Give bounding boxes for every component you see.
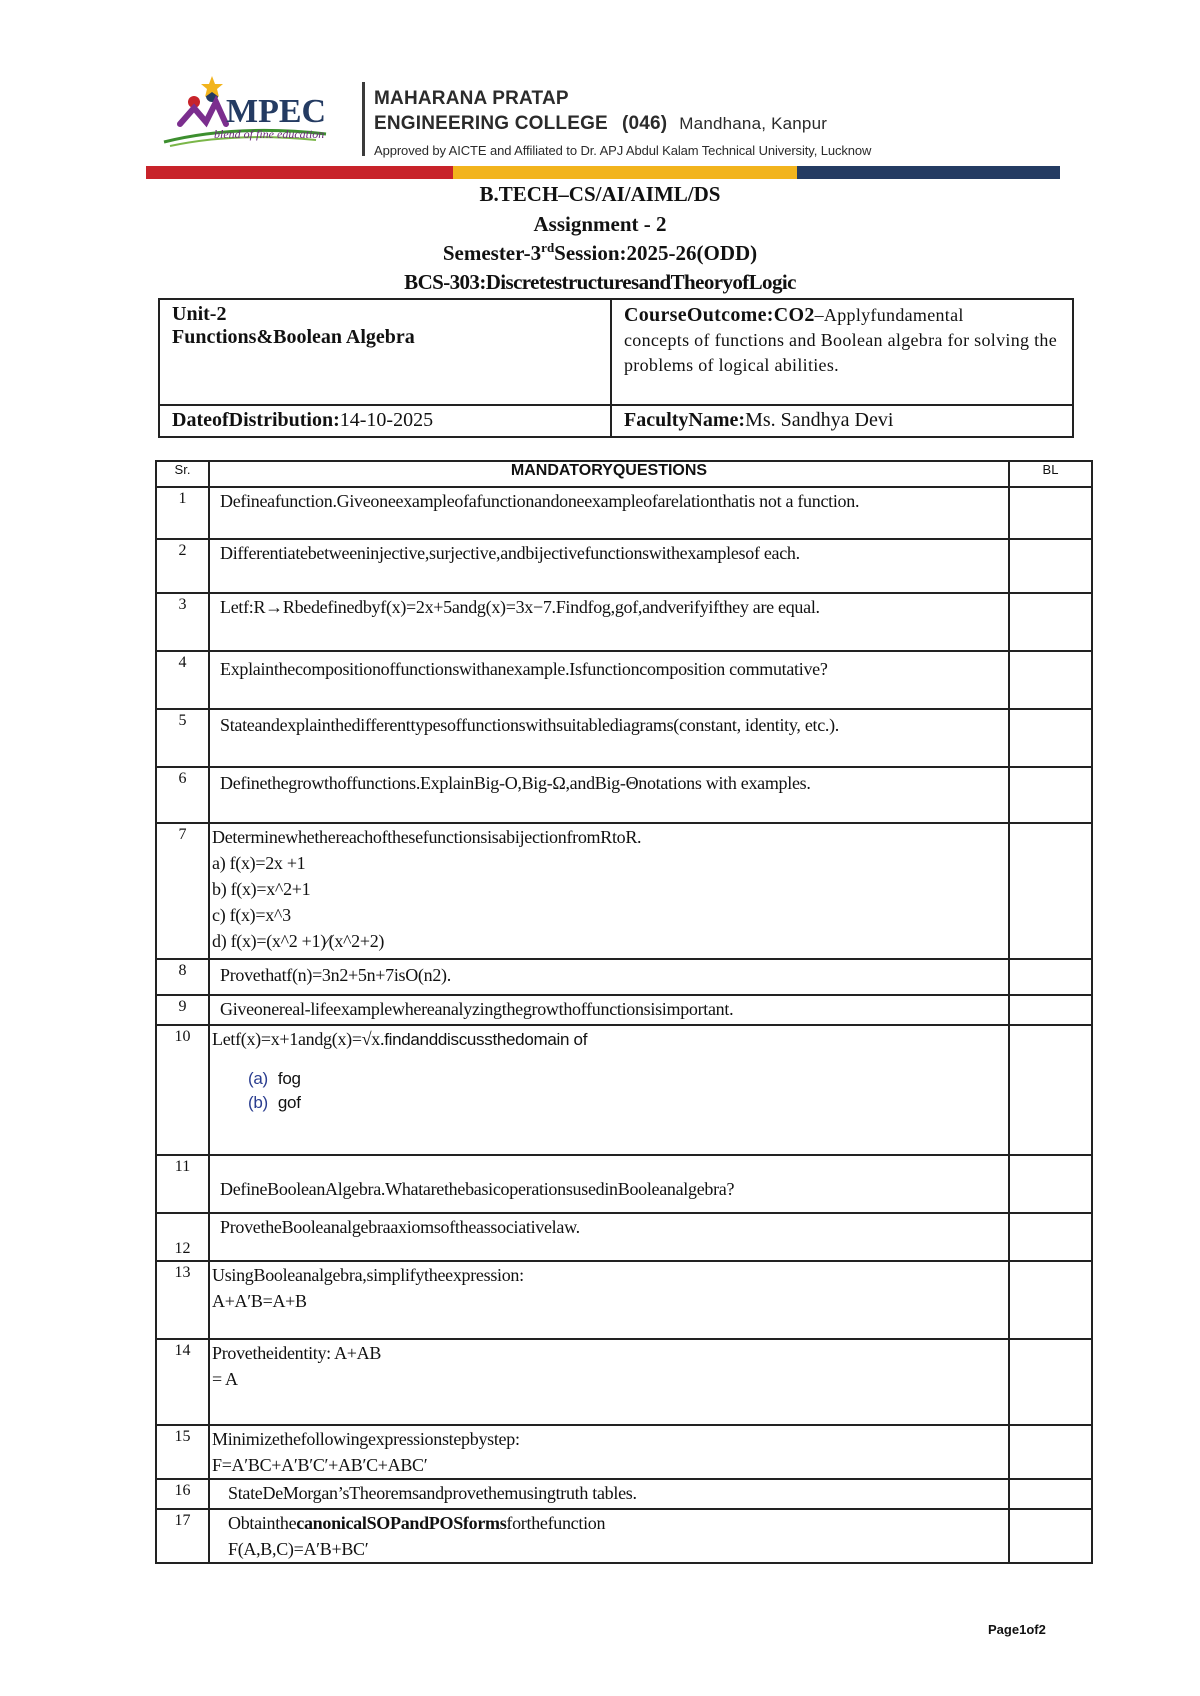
question-subpart: = A xyxy=(212,1369,238,1389)
table-row xyxy=(156,823,1092,959)
question-number: 16 xyxy=(156,1479,209,1509)
color-bar-navy xyxy=(797,166,1060,179)
college-code: (046) xyxy=(621,113,668,134)
course-outcome-line1: –Applyfundamental xyxy=(814,305,964,325)
unit-label: Unit-2 xyxy=(172,303,227,325)
bl-cell xyxy=(1009,593,1092,651)
question-cell xyxy=(209,1025,1009,1155)
table-row xyxy=(156,1479,1092,1509)
bl-cell xyxy=(1009,539,1092,593)
table-row xyxy=(156,593,1092,651)
question-option xyxy=(248,1091,1004,1115)
table-row xyxy=(156,651,1092,709)
question-text: Defineafunction.Giveoneexampleofafunctionandoneexampleofarelationthatis not a function. xyxy=(209,487,1009,539)
col-bl-header: BL xyxy=(1009,461,1092,487)
bl-cell xyxy=(1009,1479,1092,1509)
color-bar-red xyxy=(146,166,453,179)
course-outcome-text: concepts of functions and Boolean algebra for solving the problems of logical abilities. xyxy=(624,330,1057,375)
assignment-title: Assignment - 2 xyxy=(533,212,667,236)
table-row xyxy=(156,709,1092,767)
question-subpart: F=A′BC+A′B′C′+AB′C+ABC′ xyxy=(212,1455,428,1475)
header-separator xyxy=(362,82,365,156)
course-outcome-cell xyxy=(611,299,1073,405)
option-text: gof xyxy=(277,1093,301,1112)
table-row xyxy=(156,1025,1092,1155)
table-row xyxy=(156,487,1092,539)
course-outcome-label: CourseOutcome:CO2 xyxy=(624,304,815,326)
question-subpart: d) f(x)=(x^2 +1)⁄(x^2+2) xyxy=(212,931,385,951)
question-number: 3 xyxy=(156,593,209,651)
option-text: fog xyxy=(277,1069,301,1088)
question-cell xyxy=(209,823,1009,959)
page-word: Page xyxy=(988,1622,1020,1637)
question-text: UsingBooleanalgebra,simplifytheexpression: xyxy=(212,1265,524,1285)
question-number: 4 xyxy=(156,651,209,709)
faculty-cell xyxy=(611,405,1073,437)
bl-cell xyxy=(1009,1509,1092,1563)
question-number: 9 xyxy=(156,995,209,1025)
bl-cell xyxy=(1009,959,1092,995)
semester-sup: rd xyxy=(541,240,555,255)
table-row xyxy=(156,1213,1092,1261)
col-questions-header: MANDATORYQUESTIONS xyxy=(209,461,1009,487)
course-info-table xyxy=(158,298,1074,438)
question-number: 14 xyxy=(156,1339,209,1425)
page-number xyxy=(988,1622,1046,1637)
logo-tagline: blend of fine education xyxy=(214,127,325,141)
bl-cell xyxy=(1009,1025,1092,1155)
college-name-line1: MAHARANA PRATAP xyxy=(374,88,569,109)
question-cell xyxy=(209,1339,1009,1425)
question-text: Minimizethefollowingexpressionstepbystep: xyxy=(212,1429,520,1449)
table-row xyxy=(156,1261,1092,1339)
bl-cell xyxy=(1009,651,1092,709)
date-value: 14-10-2025 xyxy=(339,409,434,431)
question-text: Definethegrowthoffunctions.ExplainBig-O,Big-Ω,andBig-Θnotations with examples. xyxy=(209,767,1009,823)
unit-title: Functions&Boolean Algebra xyxy=(172,326,415,348)
question-text: Stateandexplainthedifferenttypesoffunctionswithsuitablediagrams(constant, identity, etc.). xyxy=(209,709,1009,767)
question-text: Letf(x)=x+1andg(x)=√x. xyxy=(212,1029,385,1049)
page-current: 1 xyxy=(1019,1622,1027,1637)
page-of: of xyxy=(1026,1622,1039,1637)
color-bar-yellow xyxy=(453,166,797,179)
question-text: DefineBooleanAlgebra.WhatarethebasicoperationsusedinBooleanalgebra? xyxy=(209,1155,1009,1213)
questions-table xyxy=(155,460,1093,1564)
unit-cell xyxy=(159,299,611,405)
question-number: 7 xyxy=(156,823,209,959)
question-text: ProvetheBooleanalgebraaxiomsoftheassociativelaw. xyxy=(209,1213,1009,1261)
table-row xyxy=(156,1155,1092,1213)
question-number: 1 xyxy=(156,487,209,539)
option-label: (a) xyxy=(248,1069,268,1088)
bl-cell xyxy=(1009,1339,1092,1425)
bl-cell xyxy=(1009,1261,1092,1339)
program-title: B.TECH–CS/AI/AIML/DS xyxy=(479,182,721,206)
question-number: 5 xyxy=(156,709,209,767)
question-text-pre: Obtainthe xyxy=(228,1513,297,1533)
question-text: Letf:R→Rbedefinedbyf(x)=2x+5andg(x)=3x−7.Findfog,gof,andverifyifthey are equal. xyxy=(209,593,1009,651)
option-label: (b) xyxy=(248,1093,268,1112)
semester-session: Session:2025-26(ODD) xyxy=(554,241,758,265)
question-cell xyxy=(209,1509,1009,1563)
table-row xyxy=(156,959,1092,995)
question-text: Provethatf(n)=3n2+5n+7isO(n2). xyxy=(209,959,1009,995)
college-name-line2 xyxy=(374,113,827,135)
bl-cell xyxy=(1009,767,1092,823)
table-row xyxy=(156,767,1092,823)
semester-prefix: Semester-3 xyxy=(442,241,542,265)
table-header-row xyxy=(156,461,1092,487)
question-option xyxy=(248,1067,1004,1091)
question-text: Differentiatebetweeninjective,surjective,andbijectivefunctionswithexamplesof each. xyxy=(209,539,1009,593)
question-text-post: forthefunction xyxy=(506,1513,606,1533)
table-row xyxy=(156,539,1092,593)
question-number: 6 xyxy=(156,767,209,823)
question-number: 2 xyxy=(156,539,209,593)
table-row xyxy=(156,995,1092,1025)
question-text: Provetheidentity: A+AB xyxy=(212,1343,382,1363)
question-text: Explainthecompositionoffunctionswithanexample.Isfunctioncomposition commutative? xyxy=(209,651,1009,709)
header-color-bar xyxy=(146,166,1060,179)
course-title: BCS-303:DiscretestructuresandTheoryofLogic xyxy=(404,270,796,294)
page-total: 2 xyxy=(1038,1622,1046,1637)
question-subpart: a) f(x)=2x +1 xyxy=(212,853,306,873)
faculty-value: Ms. Sandhya Devi xyxy=(745,409,894,431)
bl-cell xyxy=(1009,487,1092,539)
question-number: 11 xyxy=(156,1155,209,1213)
table-row xyxy=(156,1425,1092,1479)
question-number: 13 xyxy=(156,1261,209,1339)
college-logo xyxy=(156,72,356,162)
question-number: 10 xyxy=(156,1025,209,1155)
question-number: 8 xyxy=(156,959,209,995)
question-subpart: A+A′B=A+B xyxy=(212,1291,307,1311)
table-row xyxy=(156,1339,1092,1425)
college-affiliation: Approved by AICTE and Affiliated to Dr. APJ Abdul Kalam Technical University, Lucknow xyxy=(374,143,872,158)
bl-cell xyxy=(1009,1425,1092,1479)
faculty-label: FacultyName: xyxy=(624,409,746,431)
bl-cell xyxy=(1009,1155,1092,1213)
question-text: StateDeMorgan’sTheoremsandprovethemusingtruth tables. xyxy=(209,1479,1009,1509)
question-subpart: c) f(x)=x^3 xyxy=(212,905,291,925)
table-row xyxy=(156,1509,1092,1563)
col-sr-header: Sr. xyxy=(156,461,209,487)
bl-cell xyxy=(1009,995,1092,1025)
bl-cell xyxy=(1009,823,1092,959)
college-name: ENGINEERING COLLEGE xyxy=(374,113,608,134)
question-text-continued: findanddiscussthedomain of xyxy=(384,1030,588,1049)
bl-cell xyxy=(1009,1213,1092,1261)
question-number: 15 xyxy=(156,1425,209,1479)
semester-title xyxy=(0,240,1200,266)
college-place: Mandhana, Kanpur xyxy=(679,114,828,133)
question-number: 12 xyxy=(156,1213,209,1261)
bl-cell xyxy=(1009,709,1092,767)
question-cell xyxy=(209,1425,1009,1479)
date-label: DateofDistribution: xyxy=(172,409,340,431)
question-text: Giveonereal-lifeexamplewhereanalyzingthegrowthoffunctionsisimportant. xyxy=(209,995,1009,1025)
question-text: DeterminewhethereachofthesefunctionsisabijectionfromRtoR. xyxy=(212,827,642,847)
date-cell xyxy=(159,405,611,437)
question-subpart: F(A,B,C)=A′B+BC′ xyxy=(228,1539,369,1559)
question-text-bold: canonicalSOPandPOSforms xyxy=(296,1513,507,1533)
question-cell xyxy=(209,1261,1009,1339)
question-number: 17 xyxy=(156,1509,209,1563)
logo-text: MPEC xyxy=(226,93,327,130)
question-subpart: b) f(x)=x^2+1 xyxy=(212,879,311,899)
